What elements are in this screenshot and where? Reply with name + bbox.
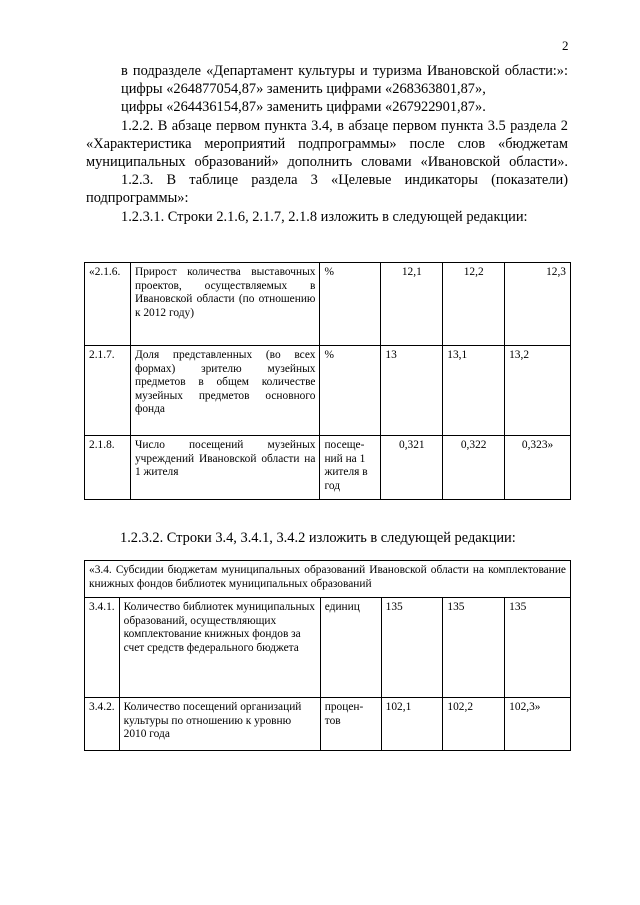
row-number: 2.1.7. <box>85 346 131 436</box>
row-number: 3.4.1. <box>85 598 120 698</box>
row-number: 3.4.2. <box>85 698 120 751</box>
row-unit: процен- тов <box>320 698 381 751</box>
indicators-table-1 <box>84 262 571 500</box>
paragraph-1-2-3: 1.2.3. В таблице раздела 3 «Целевые индикаторы (показатели) подпрограммы»: <box>86 172 568 207</box>
table-row <box>85 263 571 346</box>
paragraph-1-2-3-1: 1.2.3.1. Строки 2.1.6, 2.1.7, 2.1.8 изложить в следующей редакции: <box>121 208 528 225</box>
row-value: 12,2 <box>443 263 505 346</box>
row-unit: % <box>320 263 381 346</box>
row-value: 0,321 <box>381 436 443 500</box>
row-unit: единиц <box>320 598 381 698</box>
row-value: 12,3 <box>505 263 571 346</box>
row-value: 13,1 <box>443 346 505 436</box>
row-value: 135 <box>443 598 505 698</box>
row-value: 102,1 <box>381 698 443 751</box>
row-value: 102,3» <box>505 698 571 751</box>
row-description: Количество посещений организаций культуры по отношению к уровню 2010 года <box>119 698 320 751</box>
row-unit: посеще- ний на 1 жителя в год <box>320 436 381 500</box>
row-description: Доля представленных (во всех формах) зрителю музейных предметов в общем количестве музейных предметов основного фонда <box>130 346 319 436</box>
row-value: 13 <box>381 346 443 436</box>
table-row <box>85 598 571 698</box>
table-header: «3.4. Субсидии бюджетам муниципальных образований Ивановской области на комплектование книжных фондов библиотек муниципальных образований <box>85 561 571 598</box>
subheading-1-2-3-2: 1.2.3.2. Строки 3.4, 3.4.1, 3.4.2 изложить в следующей редакции: <box>120 530 516 546</box>
paragraph-replace-2: цифры «264436154,87» заменить цифрами «267922901,87». <box>121 99 486 116</box>
row-description: Количество библиотек муниципальных образований, осуществляющих комплектование книжных фондов за счет средств федерального бюджета <box>119 598 320 698</box>
table-row <box>85 698 571 751</box>
paragraph-department: в подразделе «Департамент культуры и туризма Ивановской области:»: <box>121 63 568 79</box>
paragraph-replace-1: цифры «264877054,87» заменить цифрами «268363801,87», <box>121 81 486 98</box>
table-header-row <box>85 561 571 598</box>
row-value: 135 <box>381 598 443 698</box>
row-number: 2.1.8. <box>85 436 131 500</box>
row-value: 0,323» <box>505 436 571 500</box>
body-text <box>86 62 568 226</box>
page-number: 2 <box>562 38 569 53</box>
indicators-table-2 <box>84 560 571 751</box>
row-description: Прирост количества выставочных проектов, осуществляемых в Ивановской области (по отношению к 2012 году) <box>130 263 319 346</box>
row-number: «2.1.6. <box>85 263 131 346</box>
row-value: 135 <box>505 598 571 698</box>
row-value: 13,2 <box>505 346 571 436</box>
row-description: Число посещений музейных учреждений Ивановской области на 1 жителя <box>130 436 319 500</box>
row-unit: % <box>320 346 381 436</box>
row-value: 0,322 <box>443 436 505 500</box>
paragraph-1-2-2: 1.2.2. В абзаце первом пункта 3.4, в абзаце первом пункта 3.5 раздела 2 «Характеристика мероприятий подпрограммы» после слов «бюджетам муниципальных образований» дополнить словами «Ивановской области». <box>86 117 568 171</box>
table-row <box>85 436 571 500</box>
row-value: 12,1 <box>381 263 443 346</box>
table-row <box>85 346 571 436</box>
row-value: 102,2 <box>443 698 505 751</box>
